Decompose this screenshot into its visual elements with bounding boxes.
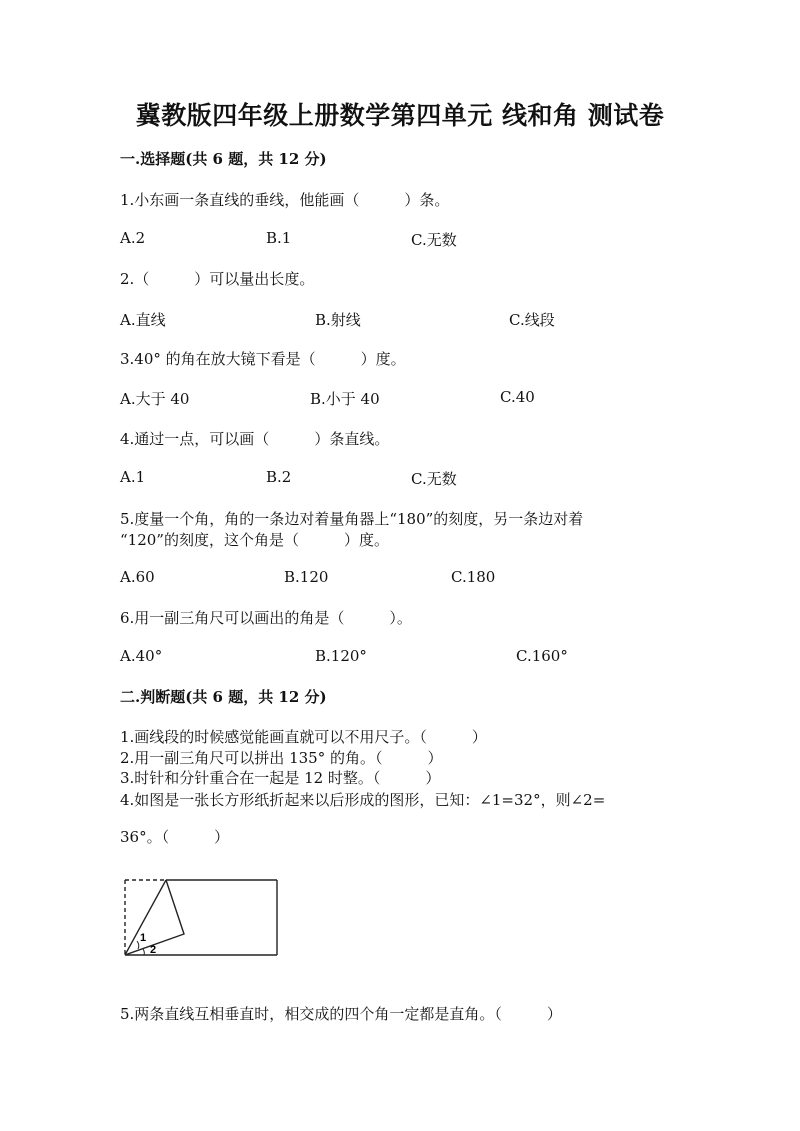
judgement-3: 3.时针和分针重合在一起是 12 时整。（ ） (120, 769, 441, 787)
page-title: 冀教版四年级上册数学第四单元 线和角 测试卷 (135, 101, 665, 130)
question-1: 1.小东画一条直线的垂线，他能画（ ）条。 (120, 191, 450, 209)
question-5-line-2: “120”的刻度，这个角是（ ）度。 (120, 531, 389, 549)
q3-option-a: A.大于 40 (120, 390, 190, 408)
q5-option-a: A.60 (120, 568, 155, 586)
question-5: 5.度量一个角，角的一条边对着量角器上“180”的刻度，另一条边对着 (120, 510, 584, 528)
q6-option-a: A.40° (120, 647, 163, 665)
q5-option-c: C.180 (451, 568, 496, 586)
judgement-4: 4.如图是一张长方形纸折起来以后形成的图形，已知：∠1=32°，则∠2= (120, 791, 606, 809)
q3-option-c: C.40 (500, 388, 535, 406)
q6-option-c: C.160° (516, 647, 568, 665)
q4-option-b: B.2 (266, 468, 292, 486)
q3-option-b: B.小于 40 (310, 390, 380, 408)
judgement-4-continued: 36°。（ ） (120, 828, 230, 846)
q4-option-a: A.1 (120, 468, 146, 486)
judgement-1: 1.画线段的时候感觉能画直就可以不用尺子。（ ） (120, 728, 487, 746)
question-3: 3.40° 的角在放大镜下看是（ ）度。 (120, 350, 406, 368)
question-2: 2.（ ）可以量出长度。 (120, 270, 315, 288)
folded-paper-figure (118, 872, 288, 962)
question-6: 6.用一副三角尺可以画出的角是（ ）。 (120, 609, 412, 627)
q2-option-c: C.线段 (509, 311, 555, 329)
question-4: 4.通过一点，可以画（ ）条直线。 (120, 430, 390, 448)
q6-option-b: B.120° (315, 647, 367, 665)
angle-2-label: 2 (150, 944, 157, 956)
q1-option-b: B.1 (266, 229, 292, 247)
judgement-2: 2.用一副三角尺可以拼出 135° 的角。（ ） (120, 749, 443, 767)
q4-option-c: C.无数 (411, 470, 457, 488)
angle-1-label: 1 (140, 932, 147, 944)
q2-option-b: B.射线 (315, 311, 361, 329)
q1-option-a: A.2 (120, 229, 146, 247)
section-heading-judgement: 二.判断题(共 6 题，共 12 分) (120, 688, 327, 706)
angle-1-arc (137, 941, 139, 949)
q1-option-c: C.无数 (411, 231, 457, 249)
judgement-5: 5.两条直线互相垂直时，相交成的四个角一定都是直角。（ ） (120, 1005, 562, 1023)
section-heading-choice: 一.选择题(共 6 题，共 12 分) (120, 150, 327, 168)
angle-2-arc (143, 949, 144, 955)
q5-option-b: B.120 (284, 568, 329, 586)
q2-option-a: A.直线 (120, 311, 166, 329)
